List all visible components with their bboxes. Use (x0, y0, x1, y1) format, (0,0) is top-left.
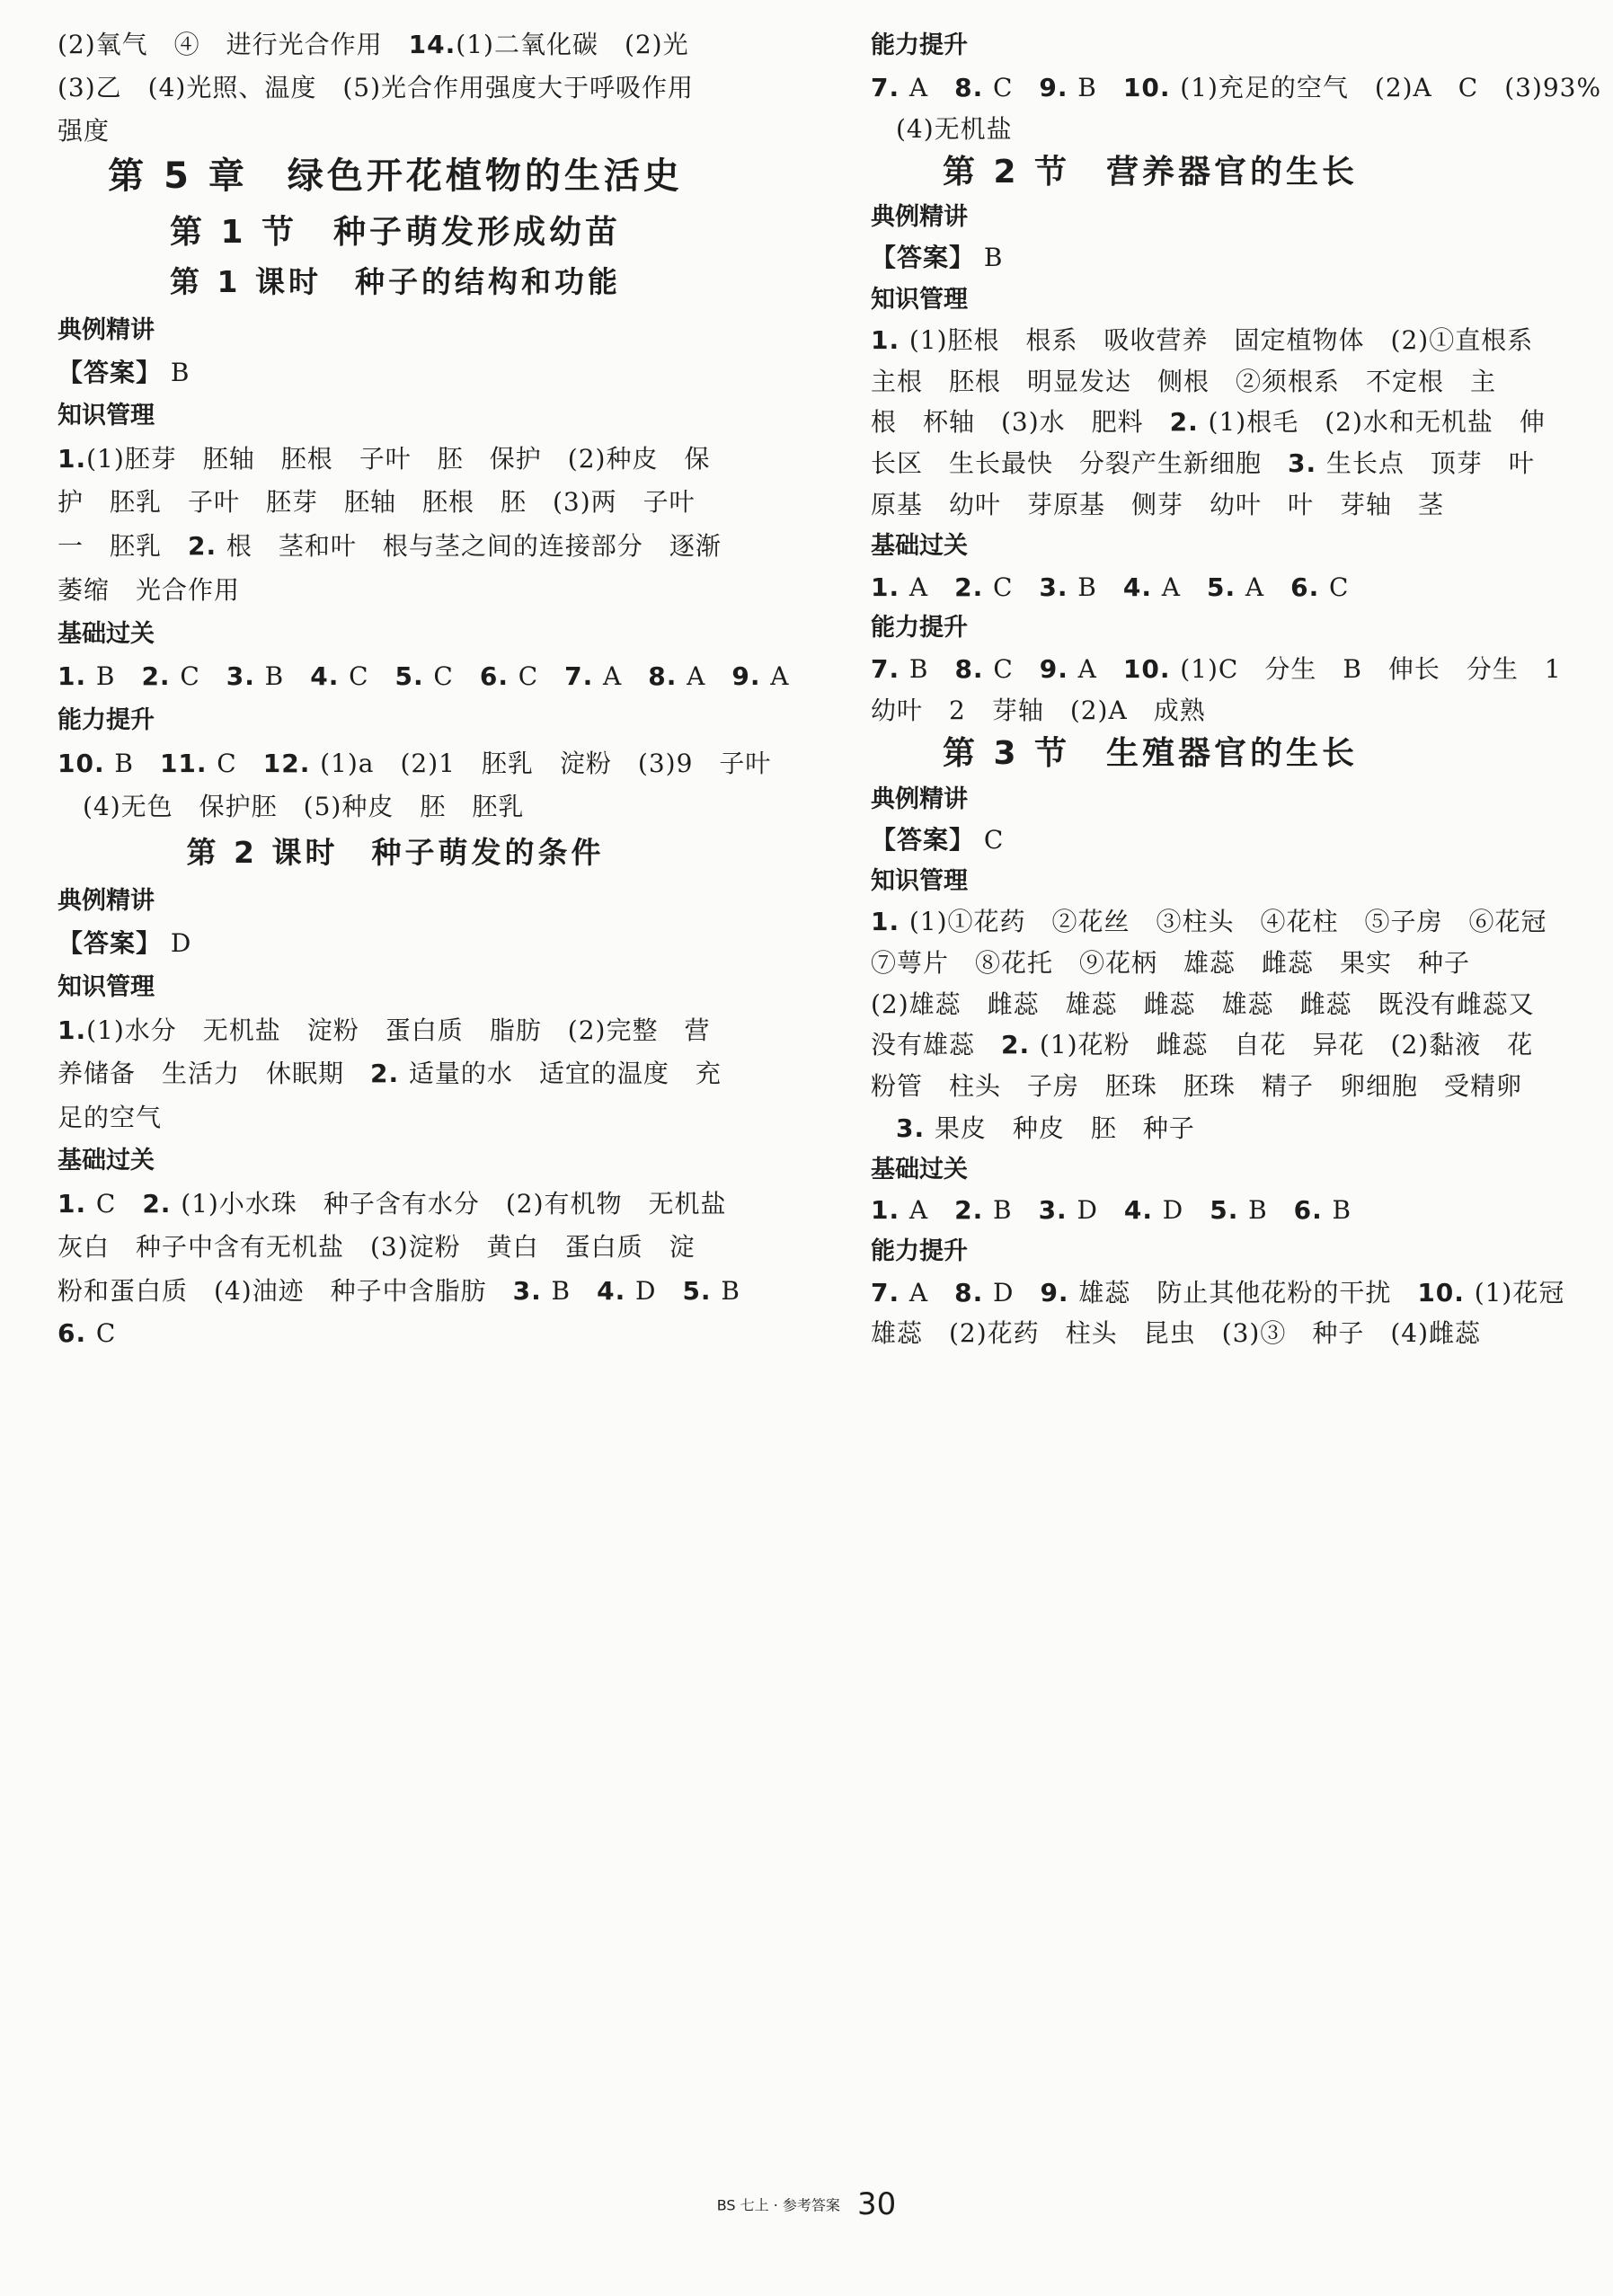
answer-line: 雄蕊 (2)花药 柱头 昆虫 (3)③ 种子 (4)雌蕊 (871, 1318, 1481, 1348)
answer-line: 7. A 8. C 9. B 10. (1)充足的空气 (2)A C (3)93% (871, 73, 1602, 102)
answer-line: 没有雄蕊 2. (1)花粉 雌蕊 自花 异花 (2)黏液 花 (871, 1030, 1534, 1059)
chapter-title: 第 5 章 绿色开花植物的生活史 (108, 155, 683, 197)
answer-line: 粉管 柱头 子房 胚珠 胚珠 精子 卵细胞 受精卵 (871, 1071, 1523, 1101)
section-heading: 知识管理 (58, 973, 155, 1001)
answer-line: 1. (1)胚根 根系 吸收营养 固定植物体 (2)①直根系 (871, 325, 1534, 355)
answer-line: 粉和蛋白质 (4)油迹 种子中含脂肪 3. B 4. D 5. B (58, 1276, 740, 1306)
section-heading: 典例精讲 (871, 203, 968, 231)
answer-line: 护 胚乳 子叶 胚芽 胚轴 胚根 胚 (3)两 子叶 (58, 487, 696, 517)
answer-line: 【答案】 C (871, 825, 1005, 855)
section-heading: 知识管理 (58, 402, 155, 430)
answer-line: (4)无色 保护胚 (5)种皮 胚 胚乳 (83, 792, 525, 821)
answer-line: 灰白 种子中含有无机盐 (3)淀粉 黄白 蛋白质 淀 (58, 1232, 696, 1262)
section-heading: 基础过关 (871, 1156, 968, 1183)
section-heading: 知识管理 (871, 286, 968, 314)
answer-line: (4)无机盐 (896, 114, 1013, 144)
answer-line: 1.(1)胚芽 胚轴 胚根 子叶 胚 保护 (2)种皮 保 (58, 444, 711, 474)
lesson-title: 第 2 课时 种子萌发的条件 (186, 835, 605, 870)
answer-line: 1. C 2. (1)小水珠 种子含有水分 (2)有机物 无机盐 (58, 1189, 727, 1219)
section-heading: 典例精讲 (871, 785, 968, 813)
answer-line: 1. A 2. B 3. D 4. D 5. B 6. B (871, 1195, 1352, 1225)
section-heading: 基础过关 (58, 620, 155, 648)
page-number: 30 (857, 2186, 897, 2222)
answer-line: 【答案】 B (871, 243, 1004, 272)
section-heading: 能力提升 (58, 706, 155, 734)
answer-line: 1. B 2. C 3. B 4. C 5. C 6. C 7. A 8. A 9. A (58, 661, 790, 691)
page-footer (0, 2186, 1613, 2222)
answer-line: 1. A 2. C 3. B 4. A 5. A 6. C (871, 572, 1350, 602)
section-heading: 能力提升 (871, 614, 968, 642)
answer-line: 根 杯轴 (3)水 肥料 2. (1)根毛 (2)水和无机盐 伸 (871, 407, 1546, 437)
answer-line: 养储备 生活力 休眠期 2. 适量的水 适宜的温度 充 (58, 1059, 722, 1088)
section-heading: 基础过关 (871, 532, 968, 560)
section-heading: 知识管理 (871, 867, 968, 895)
answer-line: 10. B 11. C 12. (1)a (2)1 胚乳 淀粉 (3)9 子叶 (58, 749, 772, 778)
answer-line: 【答案】 D (58, 928, 192, 958)
answer-line: (2)氧气 ④ 进行光合作用 14.(1)二氧化碳 (2)光 (58, 30, 689, 59)
lesson-title: 第 1 课时 种子的结构和功能 (170, 264, 621, 299)
section-heading: 典例精讲 (58, 316, 155, 344)
answer-line: ⑦萼片 ⑧花托 ⑨花柄 雄蕊 雌蕊 果实 种子 (871, 948, 1471, 978)
answer-line: 7. B 8. C 9. A 10. (1)C 分生 B 伸长 分生 1 (871, 654, 1562, 684)
footer-label: BS 七上 · 参考答案 (716, 2196, 840, 2214)
answer-line: 3. 果皮 种皮 胚 种子 (896, 1113, 1195, 1143)
answer-line: 强度 (58, 116, 111, 146)
answer-line: 【答案】 B (58, 358, 191, 387)
answer-line: 主根 胚根 明显发达 侧根 ②须根系 不定根 主 (871, 367, 1497, 396)
answer-line: 1. (1)①花药 ②花丝 ③柱头 ④花柱 ⑤子房 ⑥花冠 (871, 907, 1547, 936)
section-heading: 能力提升 (871, 1237, 968, 1265)
section-heading: 基础过关 (58, 1147, 155, 1175)
answer-line: 萎缩 光合作用 (58, 575, 241, 605)
answer-line: 长区 生长最快 分裂产生新细胞 3. 生长点 顶芽 叶 (871, 448, 1535, 478)
answer-line: 幼叶 2 芽轴 (2)A 成熟 (871, 696, 1206, 725)
section-heading: 能力提升 (871, 31, 968, 59)
section-title: 第 1 节 种子萌发形成幼苗 (169, 214, 622, 251)
answer-line: 足的空气 (58, 1103, 163, 1132)
section-title: 第 3 节 生殖器官的生长 (942, 735, 1359, 772)
answer-line: 7. A 8. D 9. 雄蕊 防止其他花粉的干扰 10. (1)花冠 (871, 1278, 1565, 1308)
section-title: 第 2 节 营养器官的生长 (942, 154, 1359, 191)
answer-line: 1.(1)水分 无机盐 淀粉 蛋白质 脂肪 (2)完整 营 (58, 1015, 711, 1045)
section-heading: 典例精讲 (58, 887, 155, 915)
answer-line: (2)雄蕊 雌蕊 雄蕊 雌蕊 雄蕊 雌蕊 既没有雌蕊又 (871, 989, 1535, 1019)
answer-line: (3)乙 (4)光照、温度 (5)光合作用强度大于呼吸作用 (58, 73, 694, 102)
answer-line: 原基 幼叶 芽原基 侧芽 幼叶 叶 芽轴 茎 (871, 490, 1445, 519)
answer-line: 6. C (58, 1318, 117, 1348)
answer-line: 一 胚乳 2. 根 茎和叶 根与茎之间的连接部分 逐渐 (58, 531, 722, 561)
